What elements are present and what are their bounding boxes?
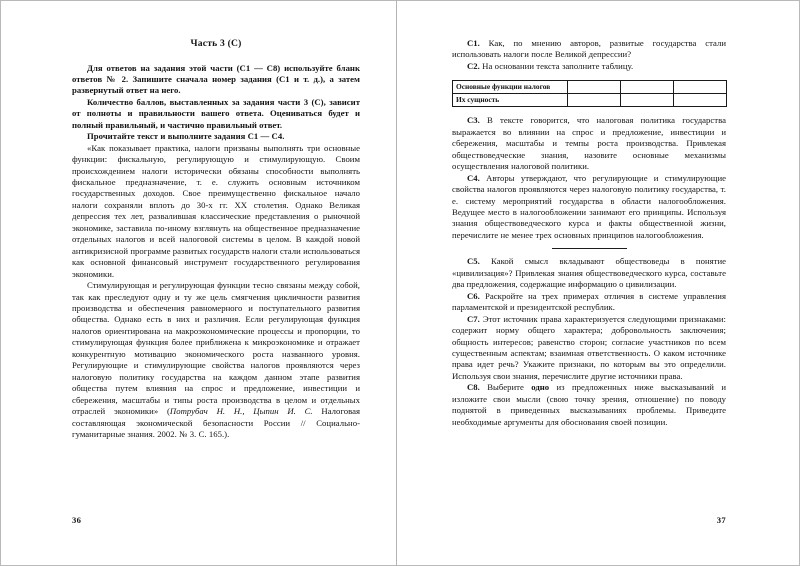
citation-open-paren: ( bbox=[158, 406, 170, 417]
question-c3-text: В тексте говорится, что налоговая политика государства выражается во влиянии на спрос и предложение, инвестиции и сбережения, масштабы и темпы роста производства. Привлекая обществоведческие знания, назовите основные механизмы осуществления налоговой политики. bbox=[452, 115, 726, 172]
page-number-right: 37 bbox=[716, 515, 726, 525]
source-paragraph-1: «Как показывает практика, налоги призваны выполнять три основные функции: фискальную, регулирующую и стимулирующую. Своим происхождением налоги исторически обязаны способности выполнять фискальное предназначение, т. е. служить основным источником государственных доходов. Свое преимущественно фискальное начало налоги сохраняли вплоть до 30-х гг. XX столетия. Однако Великая депрессия тех лет, развалившая классические представления о рыночной экономике, заставила по-иному взглянуть на общественное предназначение отдельных налогов и всей налоговой системы в целом. В каждой новой антикризисной программе развитых государств налоги стали использоваться как основной финансовый инструмент государственного регулирования экономики. bbox=[72, 142, 360, 279]
left-text-column bbox=[72, 0, 360, 566]
question-c4 bbox=[452, 173, 726, 242]
question-c7-label: С7. bbox=[467, 313, 480, 324]
table-blank-cell[interactable] bbox=[674, 94, 727, 107]
table-row bbox=[453, 81, 727, 94]
source-paragraph-2 bbox=[72, 280, 360, 440]
right-text-column bbox=[452, 0, 726, 566]
question-c6-text: Раскройте на трех примерах отличия в системе управления парламентской и президентской республик. bbox=[452, 290, 726, 313]
source-paragraph-2-body: Стимулирующая и регулирующая функции тесно связаны между собой, так как преследуют одну и ту же цель смягчения цикличности развития производства и обеспечения равномерного и поступательного развития общества. Однако есть в них и различия. Если регулирующая функция налогов ориентирована на макроэкономические процессы и пропорции, то стимулирующая функция более приближена к микроэкономике и отражает конкурентную мотивацию экономического роста названного уровня. Регулирующие и стимулирующие свойства налогов проявляются через налоговую политику государства на каждом данном этапе развития общества путем влияния на спрос и предложение, инвестиции и сбережения, масштабы и типы роста производства в целом и отдельных отраслей экономики» bbox=[72, 280, 360, 417]
question-c6-label: С6. bbox=[467, 290, 480, 301]
table-blank-cell[interactable] bbox=[621, 81, 674, 94]
instruction-read-text: Прочитайте текст и выполните задания С1 — С4. bbox=[87, 131, 285, 142]
table-blank-cell[interactable] bbox=[568, 94, 621, 107]
question-c5 bbox=[452, 256, 726, 290]
question-c7 bbox=[452, 314, 726, 383]
table-row-label: Их сущность bbox=[453, 94, 568, 107]
question-c2 bbox=[452, 61, 726, 72]
question-c8-label: С8. bbox=[467, 382, 480, 393]
question-c8 bbox=[452, 382, 726, 428]
section-divider-rule bbox=[552, 248, 627, 249]
functions-of-taxes-table bbox=[452, 80, 727, 107]
question-c8-tail: из предложенных ниже высказываний и изложите свои мысли (свою точку зрения, отношение) по поводу поднятой в приведенных высказываниях проблемы. Приведите необходимые аргументы для обоснования своей позиции. bbox=[452, 382, 726, 427]
instruction-paragraph-1: Для ответов на задания этой части (С1 — С8) используйте бланк ответов № 2. Запишите сначала номер задания (С1 и т. д.), а затем развернутый ответ на него. bbox=[72, 62, 360, 96]
question-c6 bbox=[452, 291, 726, 314]
question-c3-label: С3. bbox=[467, 115, 480, 126]
citation-authors: Потрубач Н. Н., Цыпин И. С. bbox=[169, 406, 313, 417]
table-blank-cell[interactable] bbox=[568, 81, 621, 94]
spread-gutter-line bbox=[396, 0, 397, 566]
instruction-paragraph-2: Количество баллов, выставленных за задания части 3 (С), зависит от полноты и правильности вашего ответа. Оцениваться будет и полный правильный, и частично правильный ответ. bbox=[72, 96, 360, 130]
question-c7-text: Этот источник права характеризуется следующими признаками: содержит норму общего характера; добровольность заключения; общность интересов; равенство сторон; согласие участников по всем существенным аспектам; взаимная ответственность. О каком источнике права идет речь? Укажите признаки, по которым вы это определили. Используя свои знания, перечислите другие источники права. bbox=[452, 313, 726, 381]
right-page bbox=[396, 0, 800, 566]
question-c8-emphasis: одно bbox=[531, 382, 550, 393]
question-c2-text: На основании текста заполните таблицу. bbox=[479, 60, 634, 71]
table-blank-cell[interactable] bbox=[674, 81, 727, 94]
left-page bbox=[0, 0, 396, 566]
part-title: Часть 3 (С) bbox=[190, 38, 242, 49]
page-number-left: 36 bbox=[72, 515, 82, 525]
table-row bbox=[453, 94, 727, 107]
citation-reference: Налоговая составляющая экономической безопасности России // Социально-гуманитарные знания. 2002. № 3. С. 165.). bbox=[72, 406, 361, 439]
question-c8-lead: Выберите bbox=[479, 382, 532, 393]
question-c5-label: С5. bbox=[467, 256, 480, 267]
question-c3 bbox=[452, 115, 726, 172]
table-row-label: Основные функции налогов bbox=[453, 81, 568, 94]
question-c1-label: С1. bbox=[467, 38, 480, 48]
question-c4-text: Авторы утверждают, что регулирующие и стимулирующие свойства налогов проявляются через налоговую политику государства, т. е. систему мероприятий государства в области налогообложения. Ведущее место в налогообложении занимают его принципы. Используя знания обществоведческого курса и факты общественной жизни, перечислите не менее трех основных принципов налогообложения. bbox=[452, 172, 726, 240]
table-blank-cell[interactable] bbox=[621, 94, 674, 107]
question-c4-label: С4. bbox=[467, 172, 480, 183]
question-c1-text: Как, по мнению авторов, развитые государства стали использовать налоги после Великой депрессии? bbox=[452, 38, 726, 60]
question-c2-label: С2. bbox=[467, 60, 480, 71]
question-c1 bbox=[452, 38, 726, 61]
question-c5-text: Какой смысл вкладывают обществоведы в понятие «цивилизация»? Привлекая знания обществоведческого курса, составьте два предложения, содержащие информацию о цивилизации. bbox=[452, 256, 726, 290]
